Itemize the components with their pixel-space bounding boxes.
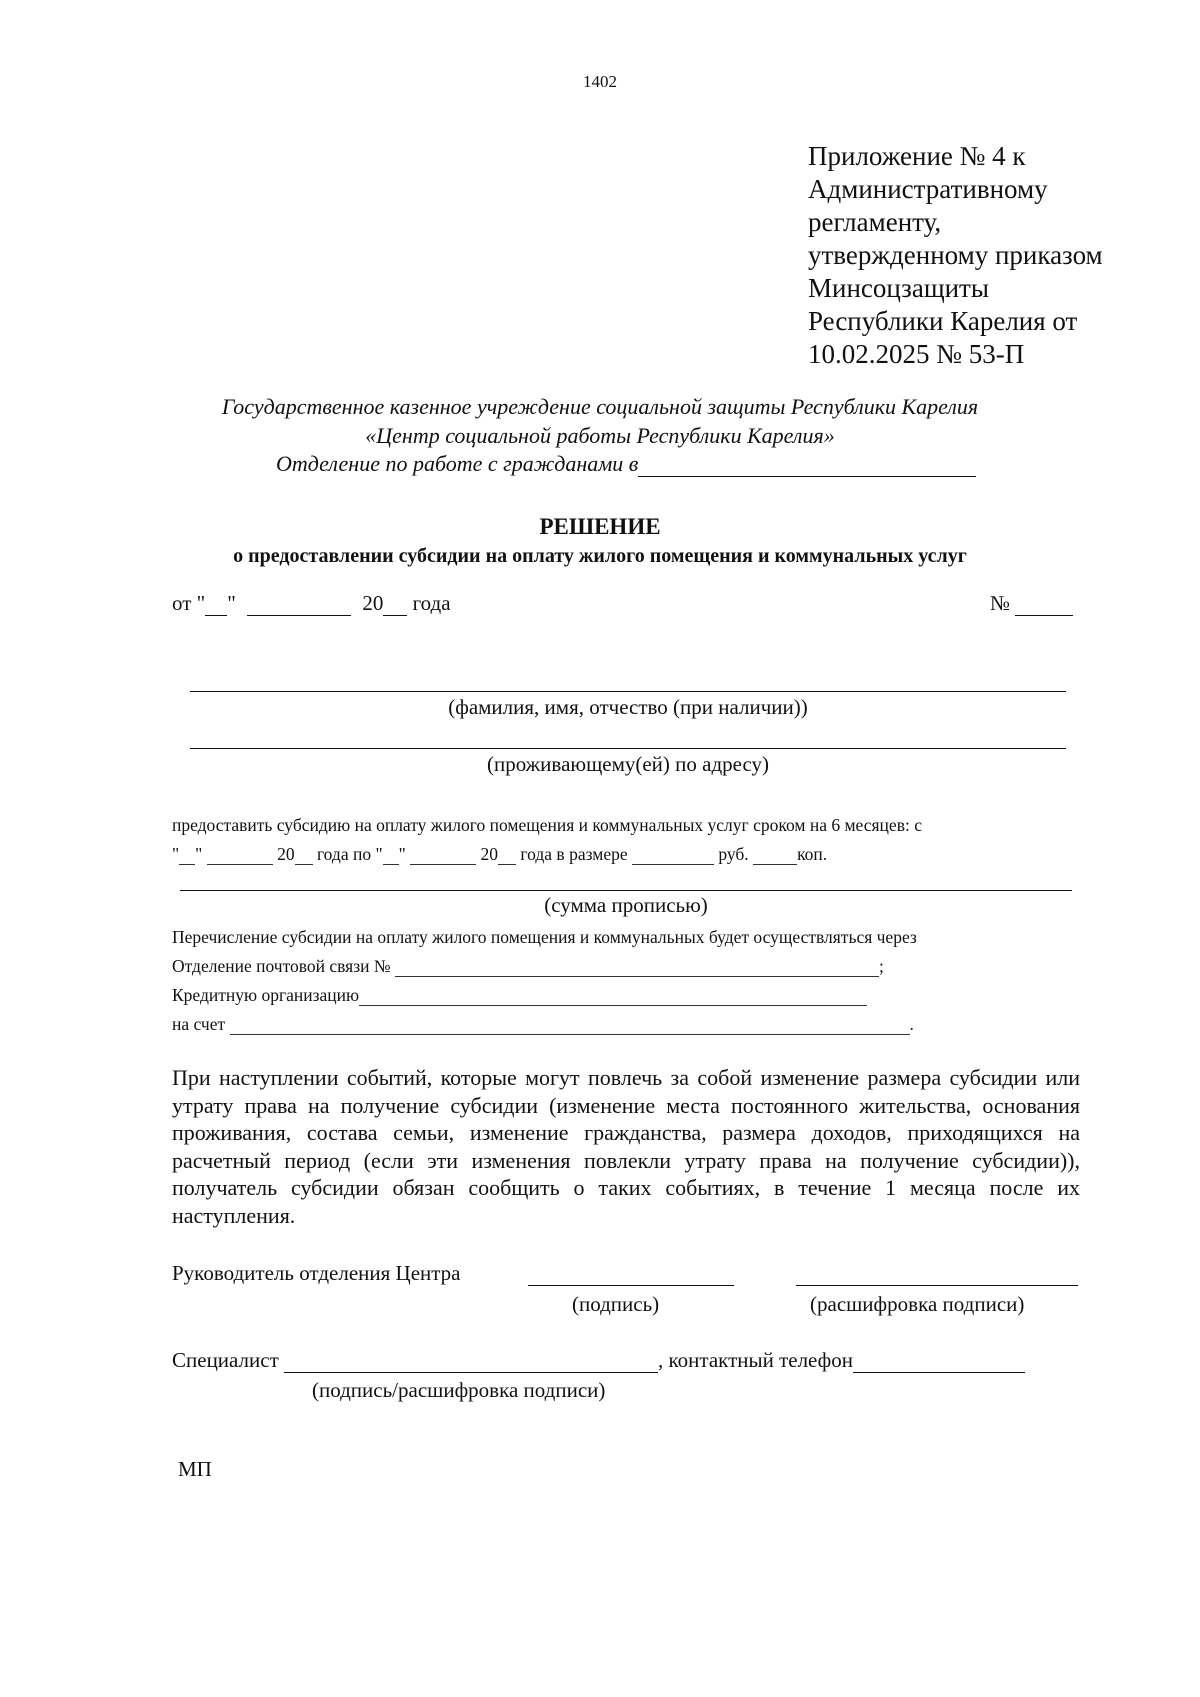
department-label: Отделение по работе с гражданами в [276,451,639,476]
month-blank[interactable] [247,595,351,616]
date-line [172,591,451,616]
institution-line-2: «Центр социальной работы Республики Карелия» [365,423,835,448]
account-blank[interactable] [230,1018,910,1035]
phone-blank[interactable] [853,1352,1025,1373]
account-label: на счет [172,1014,226,1034]
department-line [276,451,976,477]
stamp-label: МП [178,1457,212,1481]
signature-caption: (подпись) [572,1292,660,1316]
grant-line-1: предоставить субсидию на оплату жилого помещения и коммунальных услуг сроком на 6 месяцев: с [172,815,922,835]
document-title: РЕШЕНИЕ [539,514,661,539]
day-blank[interactable] [205,595,227,616]
rub-blank[interactable] [632,848,714,865]
institution-line-1: Государственное казенное учреждение социальной защиты Республики Карелия [221,394,979,419]
address-caption: (проживающему(ей) по адресу) [486,752,770,776]
annex-line: Минсоцзащиты [808,273,989,303]
post-office-blank[interactable] [395,960,879,977]
account-end: . [909,1014,914,1034]
specialist-label: Специалист [172,1348,279,1372]
post-office-line [172,956,884,977]
document-subtitle: о предоставлении субсидии на оплату жилого помещения и коммунальных услуг [233,545,967,567]
specialist-signature-blank[interactable] [284,1352,658,1373]
account-line [172,1014,914,1035]
quote: " [172,844,180,864]
page-number: 1402 [583,72,617,91]
year-blank[interactable] [383,595,407,616]
grant-line-2 [172,844,827,865]
number-blank[interactable] [1015,595,1073,616]
specialist-caption: (подпись/расшифровка подписи) [312,1378,606,1402]
date-prefix: от " [172,591,206,615]
specialist-line [172,1348,1025,1373]
quote: " [195,844,203,864]
institution-name [0,392,1200,450]
annex-line: Приложение № 4 к [808,141,1026,171]
address-line[interactable] [190,748,1066,749]
decode-caption: (расшифровка подписи) [810,1292,1025,1316]
post-office-label: Отделение почтовой связи № [172,956,391,976]
year-prefix: 20 [362,591,384,615]
end-year-blank[interactable] [498,848,516,865]
start-year-blank[interactable] [295,848,313,865]
bank-line [172,985,867,1006]
kop-label: коп. [797,844,828,864]
head-decode-line[interactable] [796,1285,1078,1286]
department-blank[interactable] [638,455,976,477]
kop-blank[interactable] [753,848,797,865]
post-office-end: ; [878,956,884,976]
annex-header [808,140,1188,371]
number-line [990,591,1073,616]
bank-label: Кредитную организацию [172,985,360,1005]
annex-line: регламенту, [808,207,942,237]
end-day-blank[interactable] [383,848,399,865]
head-signature-line[interactable] [528,1285,734,1286]
quote: " [398,844,406,864]
phone-label: , контактный телефон [658,1348,853,1372]
sum-line[interactable] [180,890,1072,891]
annex-line: 10.02.2025 № 53-П [808,339,1025,369]
end-month-blank[interactable] [410,848,476,865]
notice-paragraph: При наступлении событий, которые могут повлечь за собой изменение размера субсидии или утрату права на получение субсидии (изменение места постоянного жительства, основания проживания, состава семьи, изменение гражданства, размера доходов, приходящихся на расчетный период (если эти изменения повлекли утрату права на получение субсидии)), получатель субсидии обязан сообщить о таких событиях, в течение 1 месяца после их наступления. [172,1065,1080,1228]
sum-caption: (сумма прописью) [544,893,708,917]
fio-caption: (фамилия, имя, отчество (при наличии)) [448,695,808,719]
rub-label: руб. [718,844,749,864]
fio-line[interactable] [190,691,1066,692]
year-suffix: года [412,591,451,615]
start-day-blank[interactable] [179,848,195,865]
bank-blank[interactable] [359,989,867,1006]
year-prefix: 20 [480,844,499,864]
amount-label: года в размере [520,844,628,864]
annex-line: Республики Карелия от [808,306,1078,336]
year-prefix: 20 [277,844,295,864]
period-to-label: года по " [316,844,383,864]
annex-line: утвержденному приказом [808,240,1103,270]
annex-line: Административному [808,174,1048,204]
transfer-line: Перечисление субсидии на оплату жилого помещения и коммунальных будет осуществляться через [172,927,917,947]
head-label: Руководитель отделения Центра [172,1261,461,1285]
number-label: № [990,591,1011,615]
start-month-blank[interactable] [207,848,273,865]
date-quote: " [227,591,236,615]
